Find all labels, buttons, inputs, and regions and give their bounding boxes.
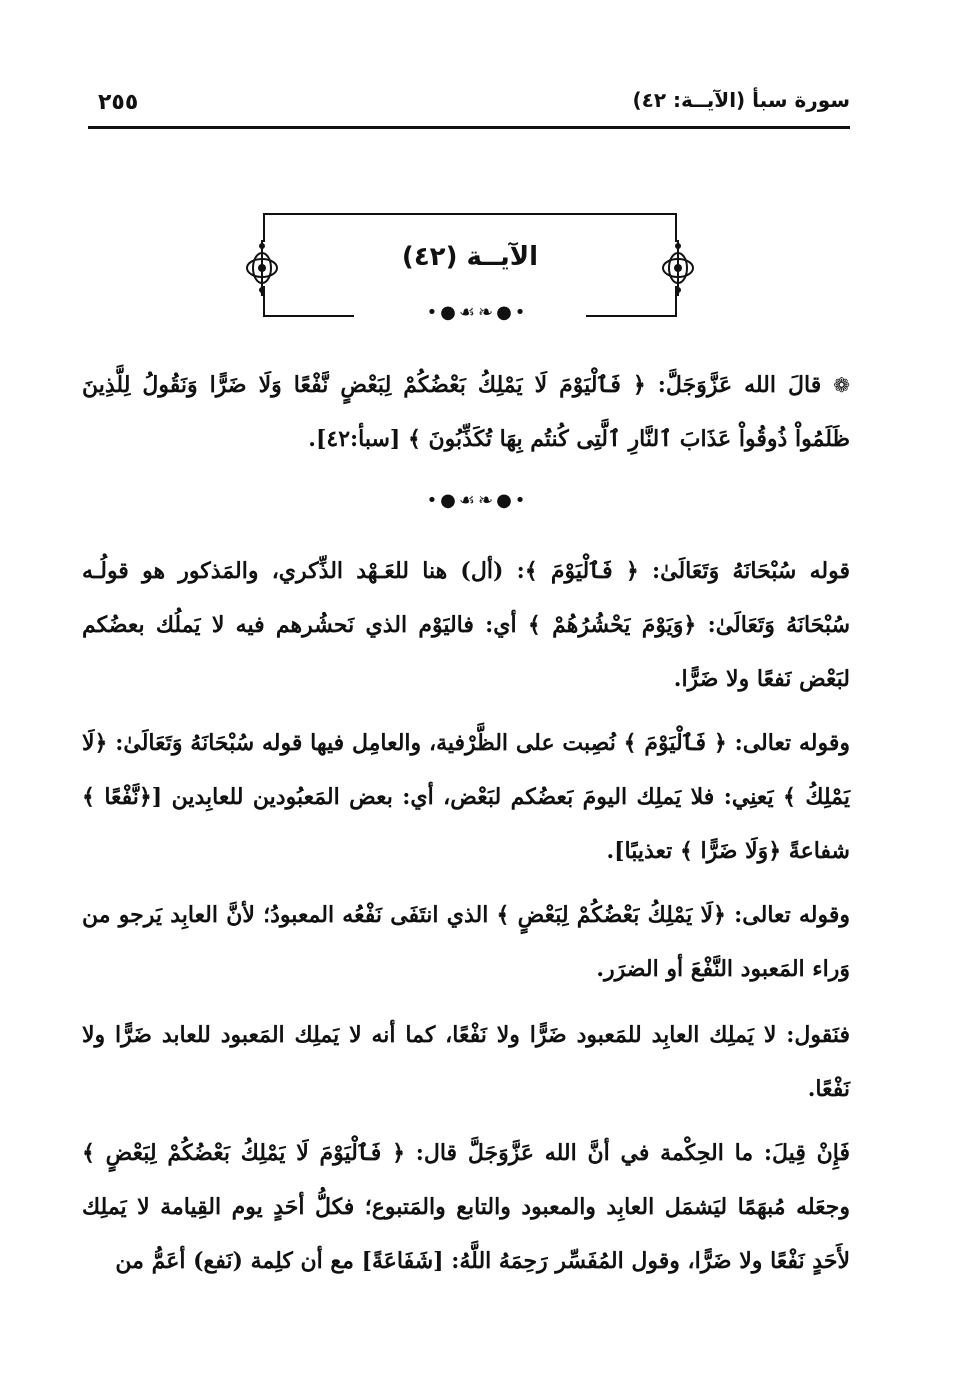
paragraph-text: قوله سُبْحَانَهُ وَتَعَالَىٰ: ﴿ فَٱلْيَوْمَ ﴾: (أل) هنا للعَـهْد الذِّكري، والمَذكور هو قولُـه سُبْحَانَهُ وَتَعَالَىٰ: ﴿وَيَوْمَ يَحْشُرُهُمْ ﴾ أي: فاليَوْم الذي نَحشُرهم فيه لا يَملُك بعضُكم لبَعْض نَفعًا ولا ضَرًّا. bbox=[82, 558, 850, 692]
paragraph-text: وقوله تعالى: ﴿ فَٱلْيَوْمَ ﴾ نُصِبت على الظَّرْفية، والعامِل فيها قوله سُبْحَانَهُ وَتَعَالَىٰ: ﴿لَا يَمْلِكُ ﴾ يَعنِي: فلا يَملِك اليومَ بَعضُكم لبَعْض، أي: بعض المَعبُودين للعابِدين [﴿نَّفْعًا ﴾ شفاعةً ﴿وَلَا ضَرًّا ﴾ تعذيبًا]. bbox=[82, 730, 850, 864]
commentary-paragraph bbox=[82, 716, 850, 878]
verse-text: قالَ الله عَزَّوَجَلَّ: ﴿ فَٱلْيَوْمَ لَا يَمْلِكُ بَعْضُكُمْ لِبَعْضٍ نَّفْعًا وَلَا ضَرًّا وَنَقُولُ لِلَّذِينَ ظَلَمُواْ ذُوقُواْ عَذَابَ ٱلنَّارِ ٱلَّتِى كُنتُم بِهَا تُكَذِّبُونَ ﴾ [سبأ:٤٢]. bbox=[82, 372, 850, 452]
paragraph-text: فنَقول: لا يَملِك العابِد للمَعبود ضَرًّا ولا نَفْعًا، كما أنه لا يَملِك المَعبود للعابد ضَرًّا ولا نَفْعًا. bbox=[82, 1022, 850, 1102]
verse-text-block bbox=[82, 358, 850, 466]
paragraph-text: وقوله تعالى: ﴿لَا يَمْلِكُ بَعْضُكُمْ لِبَعْضٍ ﴾ الذي انتَفَى نَفْعُه المعبودُ؛ لأنَّ العابِد يَرجو من وَراء المَعبود النَّفْعَ أو الضرَر. bbox=[82, 902, 850, 982]
divider-ornament: •●☙❧●• bbox=[426, 302, 529, 323]
commentary-paragraph bbox=[82, 544, 850, 706]
verse-heading: الآيــة (٤٢) bbox=[401, 242, 539, 272]
commentary-paragraph bbox=[82, 1126, 850, 1288]
running-header bbox=[88, 86, 850, 129]
knot-ornament-icon bbox=[658, 240, 698, 296]
commentary-paragraph bbox=[82, 888, 850, 996]
page-number: ٢٥٥ bbox=[98, 90, 139, 115]
paragraph-text: فَإِنْ قِيلَ: ما الحِكْمة في أنَّ الله عَزَّوَجَلَّ قال: ﴿ فَٱلْيَوْمَ لَا يَمْلِكُ بَعْضُكُمْ لِبَعْضٍ ﴾ وجعَله مُبهَمًا ليَشمَل العابِد والمعبود والتابع والمَتبوع؛ فكلُّ أحَدٍ يوم القِيامة لا يَملِك لأَحَدٍ نَفْعًا ولا ضَرًّا، وقول المُفَسِّر رَحِمَهُ اللَّهُ: [شَفَاعَةً] مع أن كلِمة (نَفع) أعَمُّ من bbox=[82, 1140, 850, 1274]
divider-ornament: •●☙❧●• bbox=[426, 490, 529, 511]
commentary-paragraph bbox=[82, 1008, 850, 1116]
flower-icon: ❁ bbox=[833, 373, 850, 397]
surah-title: سورة سبأ (الآيــة: ٤٢) bbox=[632, 88, 850, 112]
